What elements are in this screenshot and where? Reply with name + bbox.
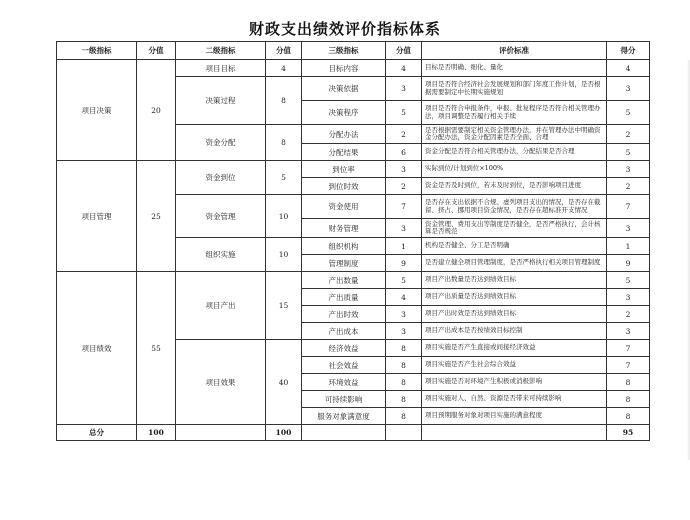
level3-cell: 分配办法	[302, 125, 386, 144]
level2-score-cell: 4	[266, 60, 302, 77]
level3-score-cell: 8	[386, 408, 422, 425]
table-row	[57, 60, 650, 77]
criteria-cell: 目标是否明确、细化、量化	[422, 60, 607, 77]
level3-score-cell: 2	[386, 125, 422, 144]
level1-score-cell: 25	[137, 161, 176, 272]
level3-score-cell: 8	[386, 391, 422, 408]
level3-cell: 到位时效	[302, 178, 386, 195]
level3-cell: 决策依据	[302, 77, 386, 101]
level3-score-cell: 3	[386, 306, 422, 323]
result-cell: 5	[607, 144, 650, 161]
level2-cell: 项目效果	[176, 340, 266, 425]
header-result: 得分	[607, 42, 650, 60]
result-cell: 4	[607, 60, 650, 77]
level3-cell: 社会效益	[302, 357, 386, 374]
result-cell: 3	[607, 77, 650, 101]
header-level2: 二级指标	[176, 42, 266, 60]
result-cell: 5	[607, 101, 650, 125]
level2-cell: 决策过程	[176, 77, 266, 125]
criteria-cell: 资金管理、费用支出等制度是否健全，是否严格执行，会计核算是否规范	[422, 219, 607, 238]
result-cell: 3	[607, 323, 650, 340]
level3-cell: 产出成本	[302, 323, 386, 340]
header-score3: 分值	[386, 42, 422, 60]
criteria-cell: 是否存在支出依据不合规、虚列项目支出的情况，是否存在截留、挤占、挪用项目资金情况，是否存在超标准开支情况	[422, 195, 607, 219]
result-cell: 7	[607, 195, 650, 219]
level2-cell: 项目产出	[176, 272, 266, 340]
result-cell: 7	[607, 340, 650, 357]
total-row	[57, 425, 650, 441]
level1-cell: 项目管理	[57, 161, 137, 272]
total-level2-score: 100	[266, 425, 302, 441]
evaluation-table	[56, 41, 650, 441]
header-score1: 分值	[137, 42, 176, 60]
level3-score-cell: 7	[386, 195, 422, 219]
header-row	[57, 42, 650, 60]
result-cell: 5	[607, 272, 650, 289]
level3-score-cell: 2	[386, 178, 422, 195]
result-cell: 3	[607, 219, 650, 238]
total-empty-cell	[176, 425, 266, 441]
header-criteria: 评价标准	[422, 42, 607, 60]
total-empty-cell	[422, 425, 607, 441]
level1-score-cell: 20	[137, 60, 176, 161]
result-cell: 2	[607, 306, 650, 323]
criteria-cell: 项目产出时效是否达到绩效目标	[422, 306, 607, 323]
level2-score-cell: 8	[266, 77, 302, 125]
level2-score-cell: 15	[266, 272, 302, 340]
level1-score-cell: 55	[137, 272, 176, 425]
level3-score-cell: 8	[386, 357, 422, 374]
criteria-cell: 项目实施是否产生直接或间接经济效益	[422, 340, 607, 357]
criteria-cell: 资金分配是否符合相关管理办法，分配结果是否合理	[422, 144, 607, 161]
table-row	[57, 272, 650, 289]
level3-score-cell: 5	[386, 272, 422, 289]
level2-score-cell: 8	[266, 125, 302, 161]
level2-score-cell: 5	[266, 161, 302, 195]
level2-cell: 资金管理	[176, 195, 266, 238]
criteria-cell: 项目产出成本是否按绩效目标控制	[422, 323, 607, 340]
level3-cell: 财务管理	[302, 219, 386, 238]
level3-cell: 经济效益	[302, 340, 386, 357]
level3-score-cell: 8	[386, 374, 422, 391]
level3-score-cell: 3	[386, 219, 422, 238]
result-cell: 3	[607, 161, 650, 178]
page-title: 财政支出绩效评价指标体系	[248, 20, 441, 38]
level3-cell: 组织机构	[302, 238, 386, 255]
result-cell: 8	[607, 408, 650, 425]
total-level1-score: 100	[137, 425, 176, 441]
level3-score-cell: 8	[386, 340, 422, 357]
criteria-cell: 资金是否及时到位，若未及时到位，是否影响项目进度	[422, 178, 607, 195]
level3-score-cell: 3	[386, 161, 422, 178]
total-label: 总分	[57, 425, 137, 441]
level1-cell: 项目决策	[57, 60, 137, 161]
level2-cell: 资金分配	[176, 125, 266, 161]
criteria-cell: 项目产出数量是否达到绩效目标	[422, 272, 607, 289]
level2-score-cell: 10	[266, 195, 302, 238]
level3-score-cell: 4	[386, 289, 422, 306]
level3-cell: 分配结果	[302, 144, 386, 161]
criteria-cell: 项目是否符合经济社会发展规划和部门年度工作计划，是否根据需要制定中长期实施规划	[422, 77, 607, 101]
total-empty-cell	[386, 425, 422, 441]
table-row	[57, 161, 650, 178]
level2-cell: 资金到位	[176, 161, 266, 195]
level3-cell: 产出时效	[302, 306, 386, 323]
level3-cell: 产出质量	[302, 289, 386, 306]
total-empty-cell	[302, 425, 386, 441]
level3-score-cell: 3	[386, 77, 422, 101]
level3-score-cell: 5	[386, 101, 422, 125]
level3-score-cell: 4	[386, 60, 422, 77]
result-cell: 3	[607, 289, 650, 306]
header-level3: 三级指标	[302, 42, 386, 60]
level3-cell: 资金使用	[302, 195, 386, 219]
header-score2: 分值	[266, 42, 302, 60]
total-result: 95	[607, 425, 650, 441]
criteria-cell: 机构是否健全、分工是否明确	[422, 238, 607, 255]
result-cell: 1	[607, 238, 650, 255]
criteria-cell: 项目是否符合申报条件，申报、批复程序是否符合相关管理办法，项目调整是否履行相关手续	[422, 101, 607, 125]
result-cell: 9	[607, 255, 650, 272]
level2-score-cell: 40	[266, 340, 302, 425]
criteria-cell: 是否根据需要制定相关资金管理办法，并在管理办法中明确资金分配办法，资金分配因素是否全面、合理	[422, 125, 607, 144]
level3-score-cell: 1	[386, 238, 422, 255]
level3-cell: 决策程序	[302, 101, 386, 125]
header-level1: 一级指标	[57, 42, 137, 60]
level3-cell: 目标内容	[302, 60, 386, 77]
criteria-cell: 实际到位/计划到位×100%	[422, 161, 607, 178]
level3-score-cell: 6	[386, 144, 422, 161]
level2-score-cell: 10	[266, 238, 302, 272]
level3-cell: 管理制度	[302, 255, 386, 272]
criteria-cell: 项目预期服务对象对项目实施的满意程度	[422, 408, 607, 425]
criteria-cell: 是否建立健全项目管理制度，是否严格执行相关项目管理制度	[422, 255, 607, 272]
level3-cell: 到位率	[302, 161, 386, 178]
result-cell: 2	[607, 125, 650, 144]
result-cell: 7	[607, 357, 650, 374]
result-cell: 8	[607, 374, 650, 391]
criteria-cell: 项目实施是否对环境产生积极或消极影响	[422, 374, 607, 391]
level3-cell: 可持续影响	[302, 391, 386, 408]
criteria-cell: 项目实施是否产生社会综合效益	[422, 357, 607, 374]
level3-cell: 环境效益	[302, 374, 386, 391]
level2-cell: 项目目标	[176, 60, 266, 77]
level2-cell: 组织实施	[176, 238, 266, 272]
level3-cell: 服务对象满意度	[302, 408, 386, 425]
criteria-cell: 项目实施对人、自然、资源是否带来可持续影响	[422, 391, 607, 408]
level3-score-cell: 9	[386, 255, 422, 272]
result-cell: 8	[607, 391, 650, 408]
level3-cell: 产出数量	[302, 272, 386, 289]
level3-score-cell: 3	[386, 323, 422, 340]
result-cell: 2	[607, 178, 650, 195]
criteria-cell: 项目产出质量是否达到绩效目标	[422, 289, 607, 306]
level1-cell: 项目绩效	[57, 272, 137, 425]
